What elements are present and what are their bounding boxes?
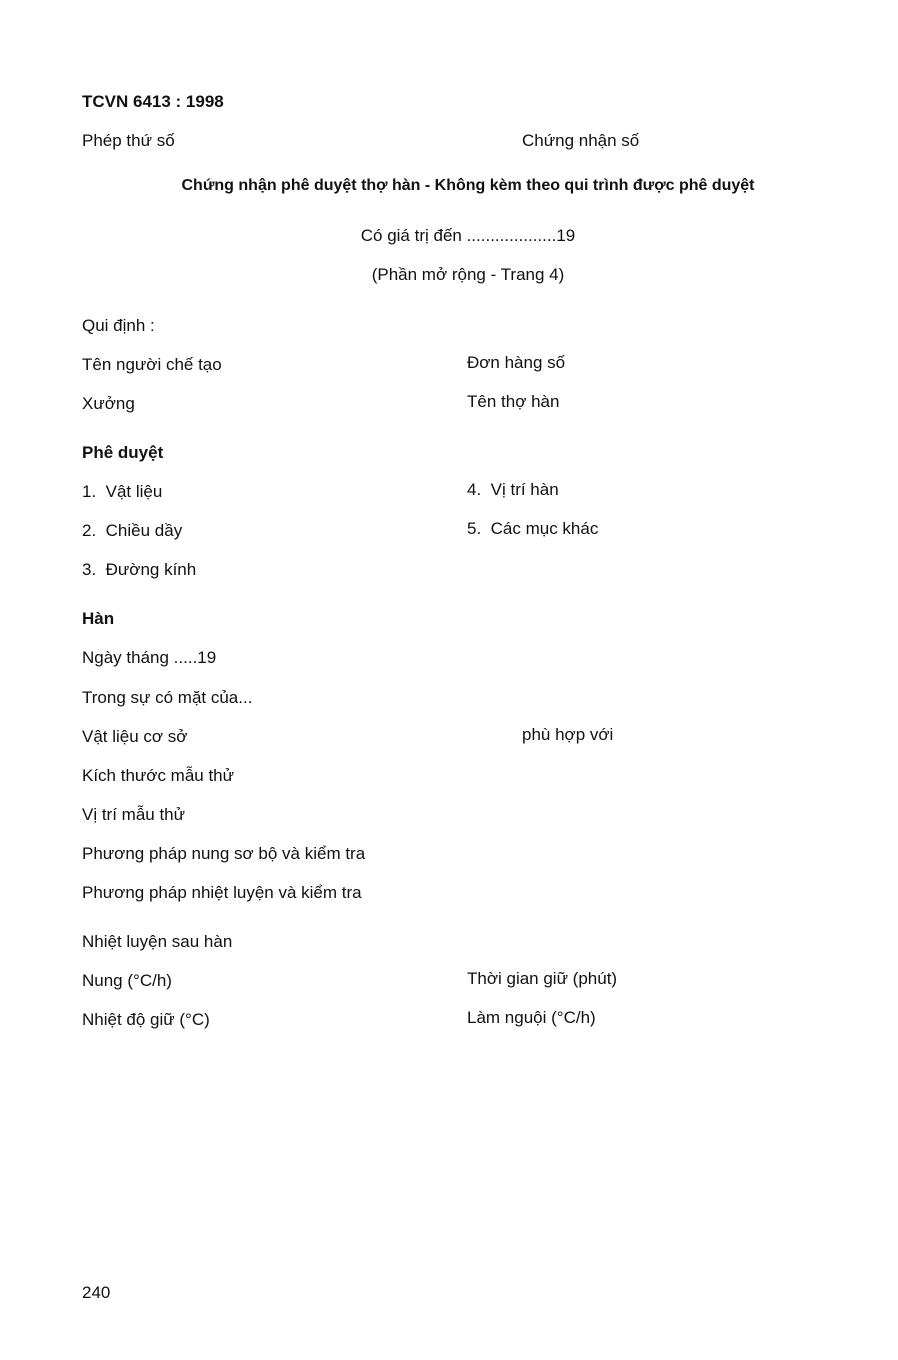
approval-item-1 (82, 482, 162, 502)
approval-item-label: Chiều dầy (105, 521, 183, 540)
certificate-number-label: Chứng nhận số (522, 131, 640, 150)
welder-name-label: Tên thợ hàn (467, 392, 560, 411)
base-material-label: Vật liệu cơ sở (82, 727, 188, 746)
validity-line: Có giá trị đến ...................19 (360, 226, 576, 245)
document-title: Chứng nhận phê duyệt thợ hàn - Không kèm theo qui trình được phê duyệt (181, 177, 755, 194)
holding-time-label: Thời gian giữ (phút) (467, 969, 618, 988)
approval-item-number: 5. (467, 519, 482, 538)
specimen-size-label: Kích thước mẫu thử (82, 766, 235, 785)
approval-item-label: Các mục khác (490, 519, 599, 538)
heating-rate-label: Nung (°C/h) (82, 971, 172, 990)
approval-item-number: 3. (82, 560, 97, 579)
approval-item-3 (82, 560, 196, 580)
approval-item-number: 2. (82, 521, 97, 540)
approval-item-label: Vị trí hàn (490, 480, 559, 499)
order-number-label: Đơn hàng số (467, 353, 566, 372)
approval-item-number: 4. (467, 480, 482, 499)
approval-item-label: Đường kính (105, 560, 197, 579)
approval-item-4 (467, 480, 559, 500)
welding-heading: Hàn (82, 609, 115, 628)
heat-treatment-method-label: Phương pháp nhiệt luyện và kiểm tra (82, 883, 362, 902)
standard-code: TCVN 6413 : 1998 (82, 92, 224, 111)
manufacturer-label: Tên người chế tạo (82, 355, 222, 374)
pwht-heading: Nhiệt luyện sau hàn (82, 932, 233, 951)
cooling-rate-label: Làm nguội (°C/h) (467, 1008, 596, 1027)
test-number-label: Phép thứ số (82, 131, 175, 150)
conforms-to-label: phù hợp với (522, 725, 614, 744)
regulation-label: Qui định : (82, 316, 155, 335)
workshop-label: Xưởng (82, 394, 135, 413)
approval-item-label: Vật liệu (105, 482, 163, 501)
extension-note: (Phần mở rộng - Trang 4) (371, 265, 565, 284)
approval-heading: Phê duyệt (82, 443, 164, 462)
approval-item-2 (82, 521, 182, 541)
specimen-location-label: Vị trí mẫu thử (82, 805, 186, 824)
page-number: 240 (82, 1283, 111, 1302)
presence-of: Trong sự có mặt của... (82, 688, 253, 707)
welding-date: Ngày tháng .....19 (82, 648, 217, 667)
approval-item-number: 1. (82, 482, 97, 501)
approval-item-5 (467, 519, 598, 539)
preheat-method-label: Phương pháp nung sơ bộ và kiểm tra (82, 844, 366, 863)
holding-temperature-label: Nhiệt độ giữ (°C) (82, 1010, 210, 1029)
